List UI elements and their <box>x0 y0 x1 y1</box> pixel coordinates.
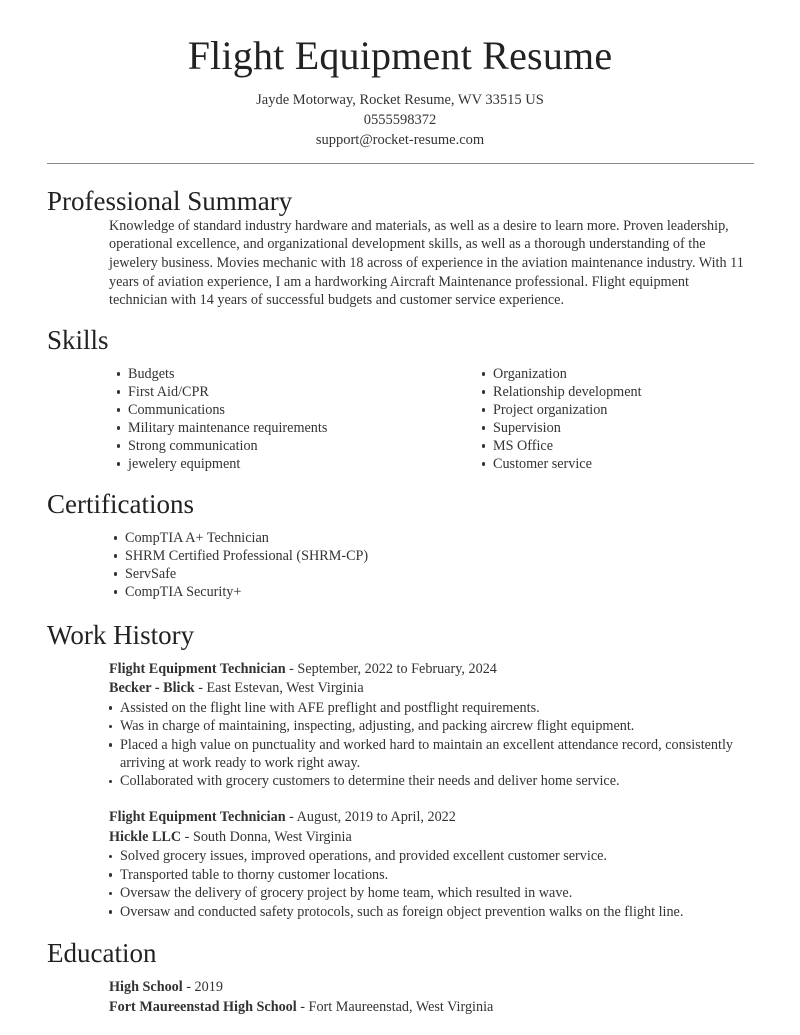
list-item: jewelery equipment <box>117 455 436 473</box>
job-title-line <box>109 808 755 828</box>
skills-columns <box>47 356 755 473</box>
section-heading-work-history: Work History <box>47 619 195 650</box>
job-title: Flight Equipment Technician <box>109 660 286 677</box>
list-item: Oversaw the delivery of grocery project by home team, which resulted in wave. <box>109 884 755 902</box>
list-item: Placed a high value on punctuality and worked hard to maintain an excellent attendance record, consistently arriving at work ready to work right away. <box>109 736 755 772</box>
job-company-line <box>109 679 755 699</box>
skills-column-right <box>436 365 755 473</box>
list-item: Strong communication <box>117 437 436 455</box>
section-skills <box>0 325 800 473</box>
list-item: Organization <box>482 365 755 383</box>
list-item: SHRM Certified Professional (SHRM-CP) <box>114 547 755 565</box>
list-item: Solved grocery issues, improved operations, and provided excellent customer service. <box>109 847 755 865</box>
skills-column-left <box>117 365 436 473</box>
job-entry <box>47 808 755 921</box>
job-title: Flight Equipment Technician <box>109 809 286 826</box>
list-item: Project organization <box>482 401 755 419</box>
list-item: MS Office <box>482 437 755 455</box>
list-item: Customer service <box>482 455 755 473</box>
list-item: Assisted on the flight line with AFE preflight and postflight requirements. <box>109 699 755 717</box>
contact-email: support@rocket-resume.com <box>315 131 485 148</box>
page-title: Flight Equipment Resume <box>187 33 613 78</box>
header-divider <box>47 163 754 164</box>
list-item: Supervision <box>482 419 755 437</box>
list-item: Relationship development <box>482 383 755 401</box>
job-responsibilities <box>109 847 755 921</box>
skills-list-right <box>482 365 755 473</box>
jobs-list <box>47 651 755 921</box>
education-entry <box>109 978 755 1017</box>
list-item: Was in charge of maintaining, inspecting, adjusting, and packing aircrew flight equipment. <box>109 717 755 735</box>
education-degree: High School <box>109 979 183 995</box>
education-degree-line <box>109 978 755 998</box>
job-company: Becker - Blick <box>109 680 195 697</box>
job-location: - South Donna, West Virginia <box>181 828 352 845</box>
skills-list-left <box>117 365 436 473</box>
list-item: First Aid/CPR <box>117 383 436 401</box>
education-location: - Fort Maureenstad, West Virginia <box>296 998 494 1015</box>
section-heading-education: Education <box>47 937 157 968</box>
list-item: Budgets <box>117 365 436 383</box>
section-heading-certifications: Certifications <box>47 488 194 519</box>
list-item: Collaborated with grocery customers to determine their needs and deliver home service. <box>109 772 755 790</box>
job-dates: - September, 2022 to February, 2024 <box>285 660 497 677</box>
section-education <box>0 938 800 1017</box>
education-year: - 2019 <box>182 979 223 995</box>
resume-header <box>0 0 800 150</box>
summary-body <box>47 217 755 310</box>
certifications-list <box>114 529 755 601</box>
education-entries <box>47 969 755 1017</box>
education-school-line <box>109 998 755 1018</box>
section-professional-summary <box>0 186 800 310</box>
list-item: Military maintenance requirements <box>117 419 436 437</box>
section-certifications <box>0 489 800 601</box>
list-item: Communications <box>117 401 436 419</box>
list-item: Oversaw and conducted safety protocols, such as foreign object prevention walks on the flight line. <box>109 903 755 921</box>
education-school: Fort Maureenstad High School <box>109 998 297 1015</box>
job-title-line <box>109 660 755 680</box>
job-company: Hickle LLC <box>109 828 182 845</box>
job-dates: - August, 2019 to April, 2022 <box>285 809 456 826</box>
contact-phone: 0555598372 <box>363 111 437 128</box>
section-work-history <box>0 620 800 921</box>
summary-paragraph: Knowledge of standard industry hardware and materials, as well as a desire to learn more. Proven leadership, operational excellence, and organizational development skills, as well as a thorough understanding of the jewelery business. Movies mechanic with 18 across of experience in the aviation maintenance industry. With 11 years of aviation experience, I am a hardworking Aircraft Maintenance professional. Flight equipment technician with 14 years of successful budgets and customer service experience. <box>109 217 744 309</box>
list-item: CompTIA A+ Technician <box>114 529 755 547</box>
list-item: Transported table to thorny customer locations. <box>109 866 755 884</box>
list-item: CompTIA Security+ <box>114 583 755 601</box>
section-heading-summary: Professional Summary <box>47 185 293 216</box>
section-heading-skills: Skills <box>47 324 109 355</box>
job-responsibilities <box>109 699 755 791</box>
job-company-line <box>109 828 755 848</box>
contact-block <box>0 90 800 150</box>
job-entry <box>47 660 755 791</box>
list-item: ServSafe <box>114 565 755 583</box>
job-location: - East Estevan, West Virginia <box>194 680 364 697</box>
contact-address: Jayde Motorway, Rocket Resume, WV 33515 US <box>256 91 544 108</box>
certifications-body <box>47 520 755 601</box>
